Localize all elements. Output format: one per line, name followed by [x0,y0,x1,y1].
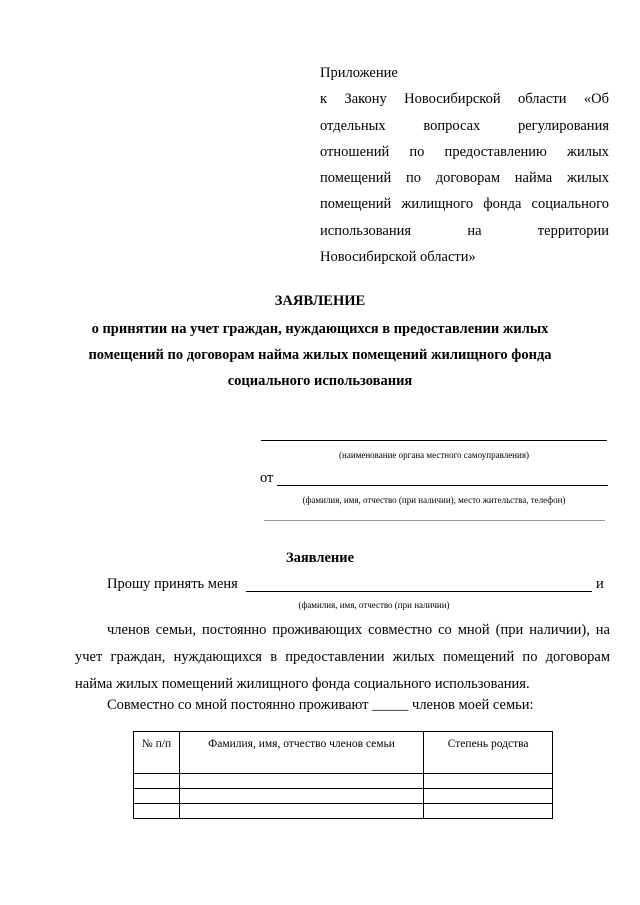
document-subtitle-line: помещений по договорам найма жилых помещений жилищного фонда [88,347,552,363]
document-subtitle-line: социального использования [227,373,413,389]
table-cell[interactable] [179,774,423,789]
table-cell[interactable] [134,774,180,789]
applicant-name-line[interactable] [246,591,592,592]
column-header-number: № п/п [134,732,180,774]
organ-name-caption: (наименование органа местного самоуправления) [339,450,529,460]
organ-name-line[interactable] [261,440,607,441]
table-cell[interactable] [134,789,180,804]
family-members-table [133,731,553,819]
request-prefix: Прошу принять меня [107,576,238,592]
annex-line: отношений по предоставлению жилых [320,143,609,160]
applicant-line[interactable] [277,485,608,486]
table-row [134,774,553,789]
cohabit-prefix: Совместно со мной постоянно проживают [107,697,369,713]
table-cell[interactable] [134,804,180,819]
table-row [134,789,553,804]
annex-line: Новосибирской области» [320,249,476,266]
annex-line: к Закону Новосибирской области «Об [320,91,609,108]
document-title: ЗАЯВЛЕНИЕ [274,293,366,309]
annex-block [320,60,609,270]
document-subtitle-line: о принятии на учет граждан, нуждающихся в предоставлении жилых [91,321,549,337]
table-cell[interactable] [424,804,553,819]
applicant-caption: (фамилия, имя, отчество (при наличии), место жительства, телефон) [302,495,566,505]
cohabit-suffix: членов моей семьи: [412,697,534,713]
annex-line: помещений по договорам найма жилых [320,170,609,187]
applicant-name-caption: (фамилия, имя, отчество (при наличии) [298,600,450,610]
table-cell[interactable] [424,774,553,789]
annex-line: Приложение [320,65,398,81]
column-header-relation: Степень родства [424,732,553,774]
table-row [134,804,553,819]
from-label: от [260,470,274,486]
table-cell[interactable] [179,789,423,804]
family-paragraph: членов семьи, постоянно проживающих совместно со мной (при наличии), на учет граждан, нуждающихся в предоставлении жилых помещений по договорам найма жилых помещений жилищного фонда социального использования. [75,622,610,692]
cohabit-line [107,697,534,714]
column-header-name: Фамилия, имя, отчество членов семьи [179,732,423,774]
annex-line: использования на территории [320,222,609,239]
family-count-blank[interactable]: _____ [372,697,409,713]
section-title: Заявление [285,550,355,566]
table-header-row [134,732,553,774]
table-cell[interactable] [424,789,553,804]
request-suffix: и [596,576,604,592]
annex-line: помещений жилищного фонда социального [320,196,609,213]
annex-line: отдельных вопросах регулирования [320,117,609,134]
table-cell[interactable] [179,804,423,819]
applicant-line-2[interactable] [264,520,605,521]
